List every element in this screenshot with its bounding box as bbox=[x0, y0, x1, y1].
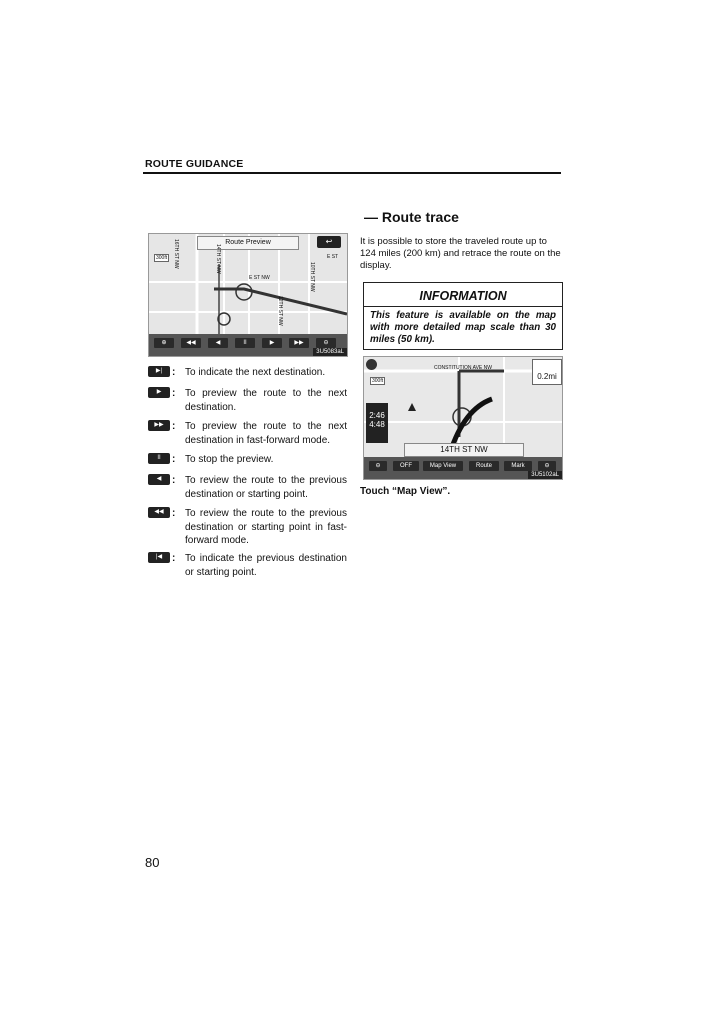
section-header: ROUTE GUIDANCE bbox=[145, 158, 244, 170]
route-button[interactable]: Route bbox=[468, 460, 500, 472]
map-scale: 300ft bbox=[372, 378, 384, 384]
legend-text: To preview the route to the next destination in fast-forward mode. bbox=[185, 421, 347, 446]
information-text: This feature is available on the map with more detailed map scale than 30 miles (50 km). bbox=[370, 310, 556, 345]
time-panel bbox=[366, 403, 388, 443]
legend-text: To indicate the next destination. bbox=[185, 367, 326, 378]
section-title: — Route trace bbox=[364, 209, 459, 225]
legend-text: To indicate the previous destination or starting point. bbox=[185, 553, 347, 578]
street-label: E ST NW bbox=[249, 275, 270, 281]
fast-review-icon: ◀◀ bbox=[148, 507, 170, 518]
legend-text: To review the route to the previous destination or starting point. bbox=[185, 475, 347, 500]
figure-code: 3U5083aL bbox=[313, 348, 347, 356]
map-scale: 300ft bbox=[156, 255, 168, 261]
legend-row: II : To stop the preview. bbox=[148, 453, 348, 467]
information-rule bbox=[364, 306, 562, 307]
legend-row: ◀ : To review the route to the previous destination or starting point. bbox=[148, 474, 348, 502]
next-destination-icon: ▶| bbox=[148, 366, 170, 377]
figure-code: 3U5102aL bbox=[528, 471, 562, 479]
street-label: 14TH ST NW bbox=[215, 244, 221, 274]
street-label: E ST bbox=[327, 254, 339, 260]
fast-forward-button[interactable]: ▶▶ bbox=[288, 337, 310, 349]
legend-text: To preview the route to the next destination. bbox=[185, 388, 347, 413]
zoom-out-button[interactable]: ⊖ bbox=[315, 337, 337, 349]
preview-icon: ▶ bbox=[148, 387, 170, 398]
remaining-time: 4:48 bbox=[369, 420, 385, 429]
review-icon: ◀ bbox=[148, 474, 170, 485]
fast-review-button[interactable]: ◀◀ bbox=[180, 337, 202, 349]
instruction-text: Touch “Map View”. bbox=[360, 486, 451, 497]
fast-forward-icon: ▶▶ bbox=[148, 420, 170, 431]
legend-row: ▶ : To preview the route to the next destination. bbox=[148, 387, 348, 415]
zoom-out-button[interactable]: ⊖ bbox=[368, 460, 388, 472]
review-button[interactable]: ◀ bbox=[207, 337, 229, 349]
map-screenshot bbox=[363, 356, 563, 480]
street-label-top: CONSTITUTION AVE NW bbox=[434, 365, 492, 371]
previous-destination-icon: |◀ bbox=[148, 552, 170, 563]
page-number: 80 bbox=[145, 855, 160, 870]
street-label: 16TH ST NW bbox=[173, 239, 179, 269]
legend-text: To stop the preview. bbox=[185, 454, 274, 465]
arrival-time: 2:46 bbox=[369, 411, 385, 420]
street-label: 10TH ST NW bbox=[309, 262, 315, 292]
street-label: 12TH ST NW bbox=[277, 296, 283, 326]
off-button[interactable]: OFF bbox=[392, 460, 420, 472]
back-button[interactable]: ↩ bbox=[317, 236, 341, 248]
legend-row: ▶▶ : To preview the route to the next destination in fast-forward mode. bbox=[148, 420, 348, 448]
zoom-button[interactable]: ⊖ bbox=[537, 460, 557, 472]
pause-button[interactable]: II bbox=[234, 337, 256, 349]
legend-row: ▶| : To indicate the next destination. bbox=[148, 366, 348, 380]
zoom-in-button[interactable]: ⊕ bbox=[153, 337, 175, 349]
legend-row: ◀◀ : To review the route to the previous destination or starting point in fast-forward mode. bbox=[148, 507, 348, 549]
route-preview-screenshot bbox=[148, 233, 348, 357]
current-street-banner: 14TH ST NW bbox=[404, 443, 524, 457]
legend-row: |◀ : To indicate the previous destination or starting point. bbox=[148, 552, 348, 580]
map-view-button[interactable]: Map View bbox=[422, 460, 464, 472]
preview-button[interactable]: ▶ bbox=[261, 337, 283, 349]
intro-paragraph: It is possible to store the traveled route up to 124 miles (200 km) and retrace the route on the display. bbox=[360, 236, 561, 271]
turn-arrow-icon: 0.2mi bbox=[532, 359, 562, 385]
mark-button[interactable]: Mark bbox=[503, 460, 533, 472]
information-title: INFORMATION bbox=[419, 289, 507, 303]
legend-text: To review the route to the previous destination or starting point in fast-forward mode. bbox=[185, 508, 347, 546]
information-box bbox=[363, 282, 563, 350]
route-preview-title: Route Preview bbox=[197, 236, 299, 250]
header-rule bbox=[143, 172, 561, 174]
pause-icon: II bbox=[148, 453, 170, 464]
compass-icon[interactable] bbox=[366, 359, 377, 370]
